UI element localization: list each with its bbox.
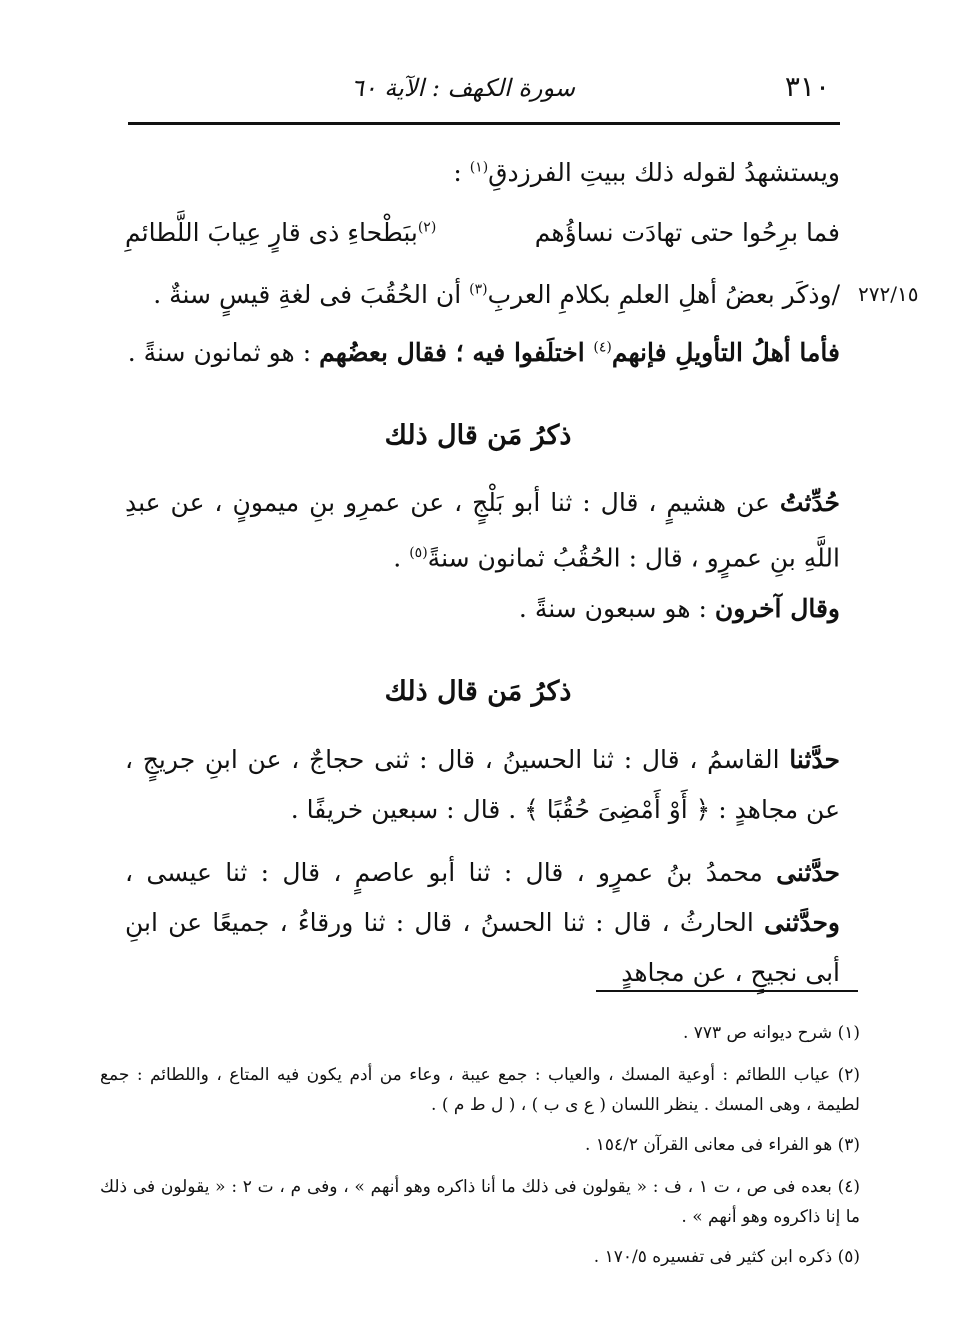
paragraph-9-text-a: محمدُ بنُ عمرٍو ، قال : ثنا أبو عاصمٍ ، قال : ثنا عيسى ، <box>125 858 777 887</box>
paragraph-9-lead: حدَّثنى <box>776 858 840 887</box>
line-1-text: ويستشهدُ لقوله ذلك ببيتِ الفرزدقِ <box>488 158 840 187</box>
text-line-1 <box>453 158 840 187</box>
section-heading-2: ذكرُ مَن قال ذلك <box>384 676 572 707</box>
footnote-ref-3: (٣) <box>469 281 488 298</box>
line-3-text-b: أن الحُقُبَ فى لغةِ قيسٍ سنةٌ . <box>153 280 470 309</box>
footnote-3: (٣) هو الفراء فى معانى القرآن ١٥٤/٢ . <box>584 1135 860 1155</box>
verse-second-hemistich-wrap <box>125 218 436 247</box>
footnote-4: (٤) بعده فى ص ، ت ١ ، ف : « يقولون فى ذلك ما أنا ذاكره وهو أنهم » ، وفى م ، ت ٢ : « يقولون فى ذلك ما إنا ذاكروه وهو أنهم » . <box>100 1177 860 1227</box>
margin-reference: ٢٧٢/١٥ <box>858 282 919 306</box>
header-rule <box>128 122 840 125</box>
paragraph-5 <box>125 478 840 583</box>
paragraph-8 <box>125 735 840 835</box>
section-heading-1: ذكرُ مَن قال ذلك <box>384 420 572 451</box>
paragraph-9-text-b: الحارثُ ، قال : ثنا الحسنُ ، قال : ثنا ورقاءُ ، جميعًا عن ابنِ أبى نجيحٍ ، عن مجاهدٍ <box>125 908 840 987</box>
line-7-lead: وقال آخرون <box>714 594 840 623</box>
verse-first-hemistich: فما برِحُوا حتى تهادَت نساؤُهم <box>534 218 840 247</box>
verse-second-hemistich: ببَطْحاءِ ذى قارٍ عِيابَ اللَّطائمِ <box>125 218 418 247</box>
paragraph-5-lead: حُدِّثتُ <box>779 488 840 517</box>
footnote-ref-1: (١) <box>469 159 489 176</box>
footnote-2: (٢) عياب اللطائم : أوعية المسك ، والعياب : جمع عيبة ، وعاء من أدم يكون فيه المتاع ، واللطائم : جمع لطيمة ، وهى المسك . ينظر اللسان ( ع ى ب ) ، ( ل ط م ) . <box>100 1065 860 1115</box>
line-3-text-a: /وذكَر بعضُ أهلِ العلمِ بكلامِ العربِ <box>487 280 840 309</box>
paragraph-8-text: القاسمُ ، قال : ثنا الحسينُ ، قال : ثنى حجاجٌ ، عن ابنِ جريجٍ ، عن مجاهدٍ : ﴿ أَوْ أَمْضِىَ حُقُبًا ﴾ . قال : سبعين خريفًا . <box>125 745 840 824</box>
page-header <box>130 70 840 110</box>
paragraph-9-lead-2: وحدَّثنى <box>764 908 840 937</box>
footnote-ref-4: (٤) <box>593 339 612 356</box>
line-1-end: : <box>453 158 470 187</box>
footnote-1: (١) شرح ديوانه ص ٧٧٣ . <box>682 1023 860 1043</box>
footnote-ref-2: (٢) <box>417 219 437 236</box>
footnote-ref-5: (٥) <box>409 545 428 561</box>
paragraph-5-end: . <box>393 543 410 573</box>
line-4-bold-b: اختلَفوا فيه ؛ فقال بعضُهم <box>319 338 594 367</box>
poetry-verse <box>125 218 840 268</box>
paragraph-5-text: عن هشيمٍ ، قال : ثنا أبو بَلْجٍ ، عن عمرِو بنِ ميمونٍ ، عن عبدِ اللَّهِ بنِ عمرٍو ، قال : الحُقُبُ ثمانون سنةً <box>125 488 840 573</box>
line-4-text: : هو ثمانون سنةً . <box>127 338 320 367</box>
text-line-7 <box>519 594 840 623</box>
text-line-4 <box>128 338 840 367</box>
paragraph-9 <box>125 848 840 998</box>
paragraph-8-lead: حدَّثنا <box>789 745 840 774</box>
line-4-bold-a: فأما أهلُ التأويلِ فإنهم <box>611 338 840 367</box>
line-7-text: : هو سبعون سنةً . <box>518 594 715 623</box>
footnote-5: (٥) ذكره ابن كثير فى تفسيره ١٧٠/٥ . <box>593 1247 860 1267</box>
running-title: سورة الكهف : الآية ٦٠ <box>350 74 575 102</box>
page-number: ٣١٠ <box>784 70 830 103</box>
footnote-rule <box>596 990 858 992</box>
text-line-3 <box>153 280 840 309</box>
